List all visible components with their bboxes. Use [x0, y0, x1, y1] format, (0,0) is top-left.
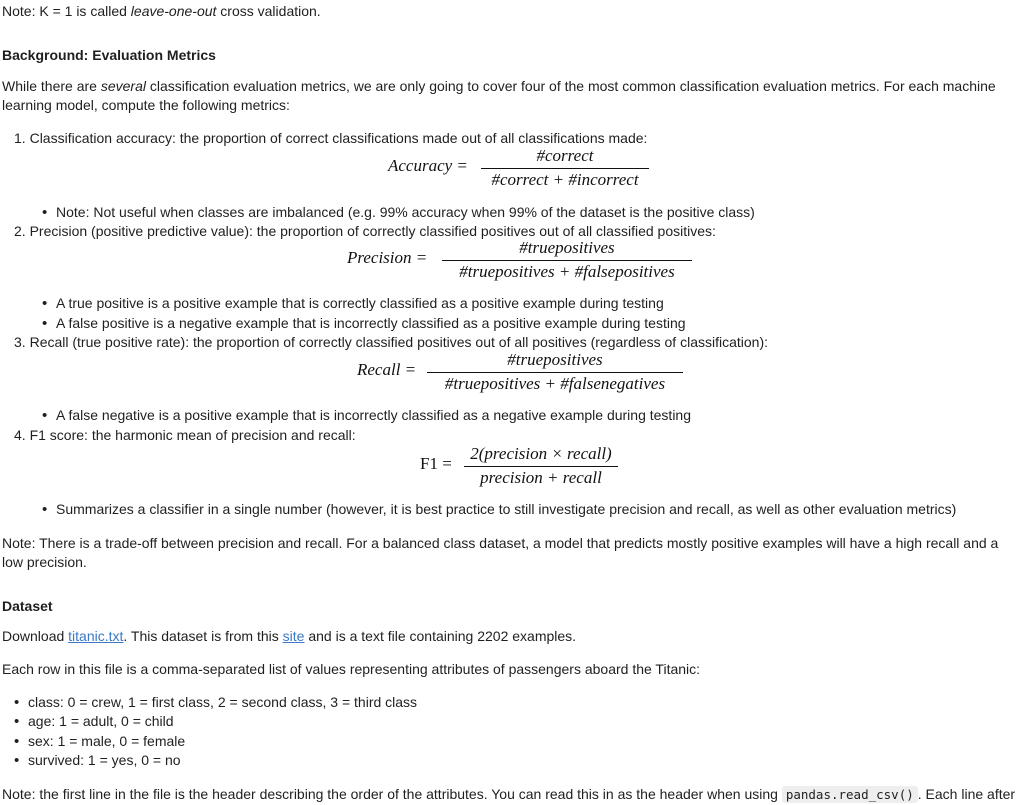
formula-accuracy — [388, 146, 652, 192]
metric-text: Precision (positive predictive value): the proportion of correctly classified positives out of all classified positives: — [29, 223, 716, 239]
text: classification evaluation metrics, we are only going to cover four of the most common classification evaluation metrics. For each machine — [145, 78, 996, 94]
formula-denominator: #truepositives + #falsenegatives — [444, 374, 666, 393]
bullet-text: survived: 1 = yes, 0 = no — [28, 752, 181, 768]
formula-lhs: Precision = — [347, 248, 428, 267]
bullet-icon: • — [14, 752, 20, 769]
text: Download — [2, 628, 69, 644]
formula-denominator: #correct + #incorrect — [491, 170, 639, 189]
bullet-true-positive — [42, 294, 664, 313]
formula-precision — [347, 238, 693, 284]
bullet-icon: • — [42, 295, 48, 312]
formula-recall — [357, 350, 685, 396]
attribute-age — [14, 712, 174, 731]
formula-lhs: F1 = — [420, 454, 452, 473]
formula-numerator: #correct — [536, 146, 594, 165]
metric-text: F1 score: the harmonic mean of precision and recall: — [29, 427, 356, 443]
formula-f1 — [420, 444, 620, 490]
bullet-text: age: 1 = adult, 0 = child — [28, 713, 174, 729]
text: . This dataset is from this — [123, 628, 283, 644]
bullet-text: A false positive is a negative example that is incorrectly classified as a positive example during testing — [56, 315, 686, 331]
attribute-sex — [14, 732, 185, 751]
attribute-class — [14, 693, 417, 712]
bullet-icon: • — [14, 713, 20, 730]
fraction-bar — [464, 466, 618, 467]
tradeoff-line-2: low precision. — [2, 554, 87, 570]
dataset-header-note — [2, 785, 1015, 804]
bullet-text: Note: Not useful when classes are imbalanced (e.g. 99% accuracy when 99% of the dataset is the positive class) — [56, 204, 755, 220]
emphasis: leave-one-out — [130, 3, 217, 19]
text: . Each line after — [917, 786, 1016, 802]
bullet-f1-summary — [42, 500, 956, 519]
titanic-link[interactable]: titanic.txt — [68, 628, 124, 644]
bullet-text: A true positive is a positive example that is correctly classified as a positive example during testing — [56, 295, 664, 311]
dataset-rows-description: Each row in this file is a comma-separated list of values representing attributes of passengers aboard the Titanic: — [2, 661, 701, 677]
formula-numerator: 2(precision × recall) — [470, 444, 612, 463]
heading-dataset: Dataset — [2, 598, 53, 614]
list-number: 1. — [14, 130, 26, 146]
formula-denominator: precision + recall — [480, 468, 602, 487]
list-number: 4. — [14, 427, 26, 443]
intro-line-2: learning model, compute the following metrics: — [2, 97, 290, 113]
fraction-bar — [442, 260, 692, 261]
formula-numerator: #truepositives — [519, 238, 615, 257]
bullet-false-negative — [42, 406, 691, 425]
bullet-icon: • — [42, 501, 48, 518]
site-link[interactable]: site — [282, 628, 305, 644]
bullet-icon: • — [42, 204, 48, 221]
bullet-text: sex: 1 = male, 0 = female — [28, 733, 186, 749]
list-number: 3. — [14, 334, 26, 350]
text: and is a text file containing 2202 examples. — [304, 628, 577, 644]
bullet-icon: • — [42, 315, 48, 332]
metric-item-f1 — [14, 426, 356, 445]
note-text: Note: K = 1 is called — [2, 3, 131, 19]
tradeoff-line-1: Note: There is a trade-off between precision and recall. For a balanced class dataset, a model that predicts mostly positive examples will have a high recall and a — [2, 535, 999, 551]
text: While there are — [2, 78, 101, 94]
formula-lhs: Recall = — [357, 360, 417, 379]
list-number: 2. — [14, 223, 26, 239]
dataset-download — [2, 627, 576, 646]
formula-denominator: #truepositives + #falsepositives — [459, 262, 675, 281]
attribute-survived — [14, 751, 181, 770]
bullet-icon: • — [42, 407, 48, 424]
text: Note: the first line in the file is the header describing the order of the attributes. You can read this in as the header when using — [2, 786, 782, 802]
formula-lhs: Accuracy = — [388, 156, 468, 175]
metric-text: Classification accuracy: the proportion of correct classifications made out of all classifications made: — [29, 130, 648, 146]
code-pandas-read-csv: pandas.read_csv() — [782, 786, 918, 803]
bullet-icon: • — [14, 694, 20, 711]
fraction-bar — [481, 168, 649, 169]
bullet-accuracy-note — [42, 203, 755, 222]
formula-numerator: #truepositives — [507, 350, 603, 369]
bullet-text: Summarizes a classifier in a single number (however, it is best practice to still investigate precision and recall, as well as other evaluation metrics) — [56, 501, 957, 517]
note-text: cross validation. — [216, 3, 321, 19]
emphasis: several — [100, 78, 146, 94]
intro-line-1 — [2, 77, 996, 96]
bullet-text: A false negative is a positive example that is incorrectly classified as a negative example during testing — [56, 407, 692, 423]
heading-background: Background: Evaluation Metrics — [2, 47, 216, 63]
bullet-text: class: 0 = crew, 1 = first class, 2 = second class, 3 = third class — [28, 694, 418, 710]
metric-text: Recall (true positive rate): the proportion of correctly classified positives out of all positives (regardless of classification): — [29, 334, 769, 350]
fraction-bar — [427, 372, 683, 373]
bullet-false-positive — [42, 314, 686, 333]
note-leave-one-out — [2, 2, 321, 21]
bullet-icon: • — [14, 733, 20, 750]
